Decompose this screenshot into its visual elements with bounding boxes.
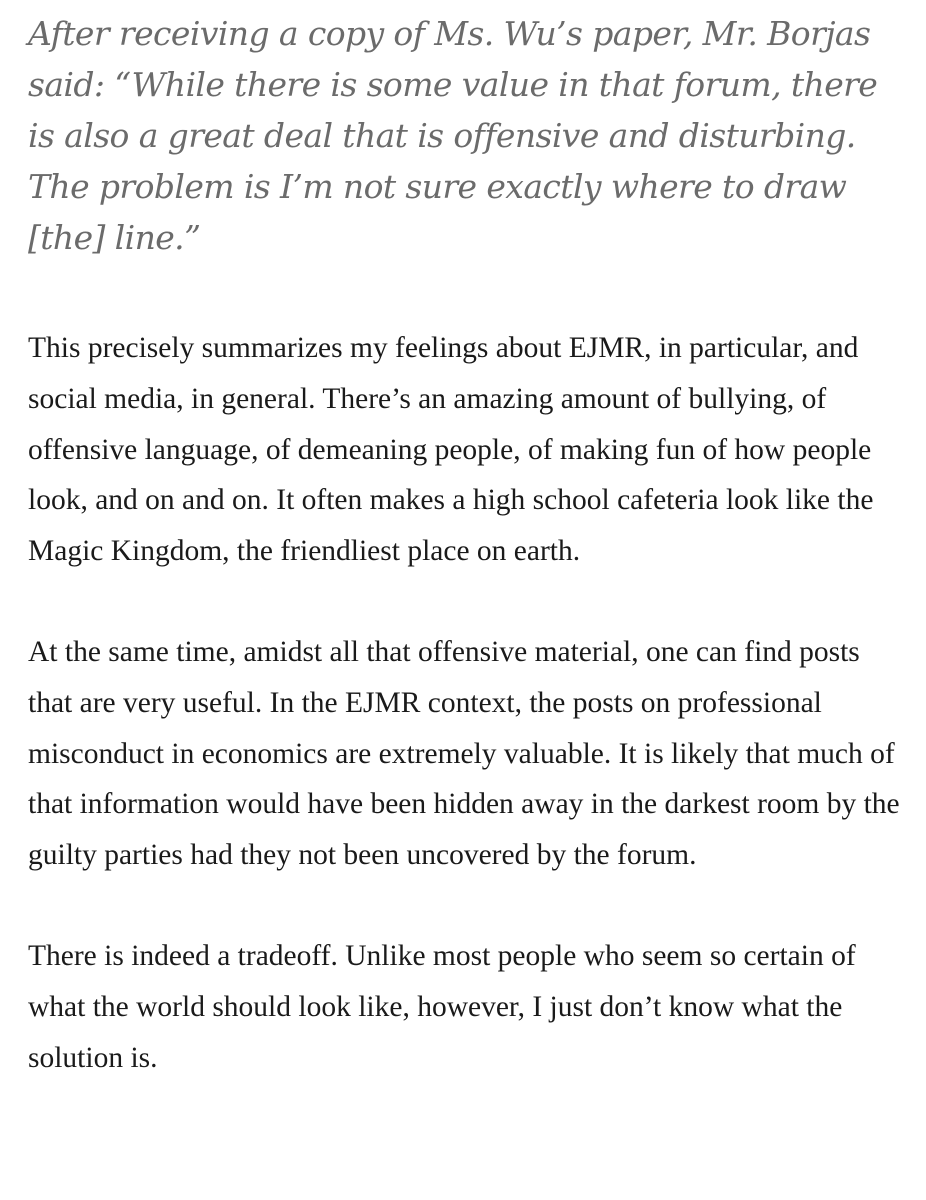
paragraph-2: At the same time, amidst all that offensive material, one can find posts that are very useful. In the EJMR context, the posts on professional misconduct in economics are extremely valuable. It is likely that much of that information would have been hidden away in the darkest room by the guilty parties had they not been uncovered by the forum. xyxy=(28,635,900,872)
article-body xyxy=(28,8,898,1083)
pull-quote: After receiving a copy of Ms. Wu’s paper, Mr. Borjas said: “While there is some value in that forum, there is also a great deal that is offensive and disturbing. The problem is I’m not sure exactly where to draw [the] line.” xyxy=(28,14,878,257)
paragraph-1: This precisely summarizes my feelings about EJMR, in particular, and social media, in general. There’s an amazing amount of bullying, of offensive language, of demeaning people, of making fun of how people look, and on and on. It often makes a high school cafeteria look like the Magic Kingdom, the friendliest place on earth. xyxy=(28,332,874,568)
paragraph-3: There is indeed a tradeoff. Unlike most people who seem so certain of what the world should look like, however, I just don’t know what the solution is. xyxy=(28,939,856,1074)
